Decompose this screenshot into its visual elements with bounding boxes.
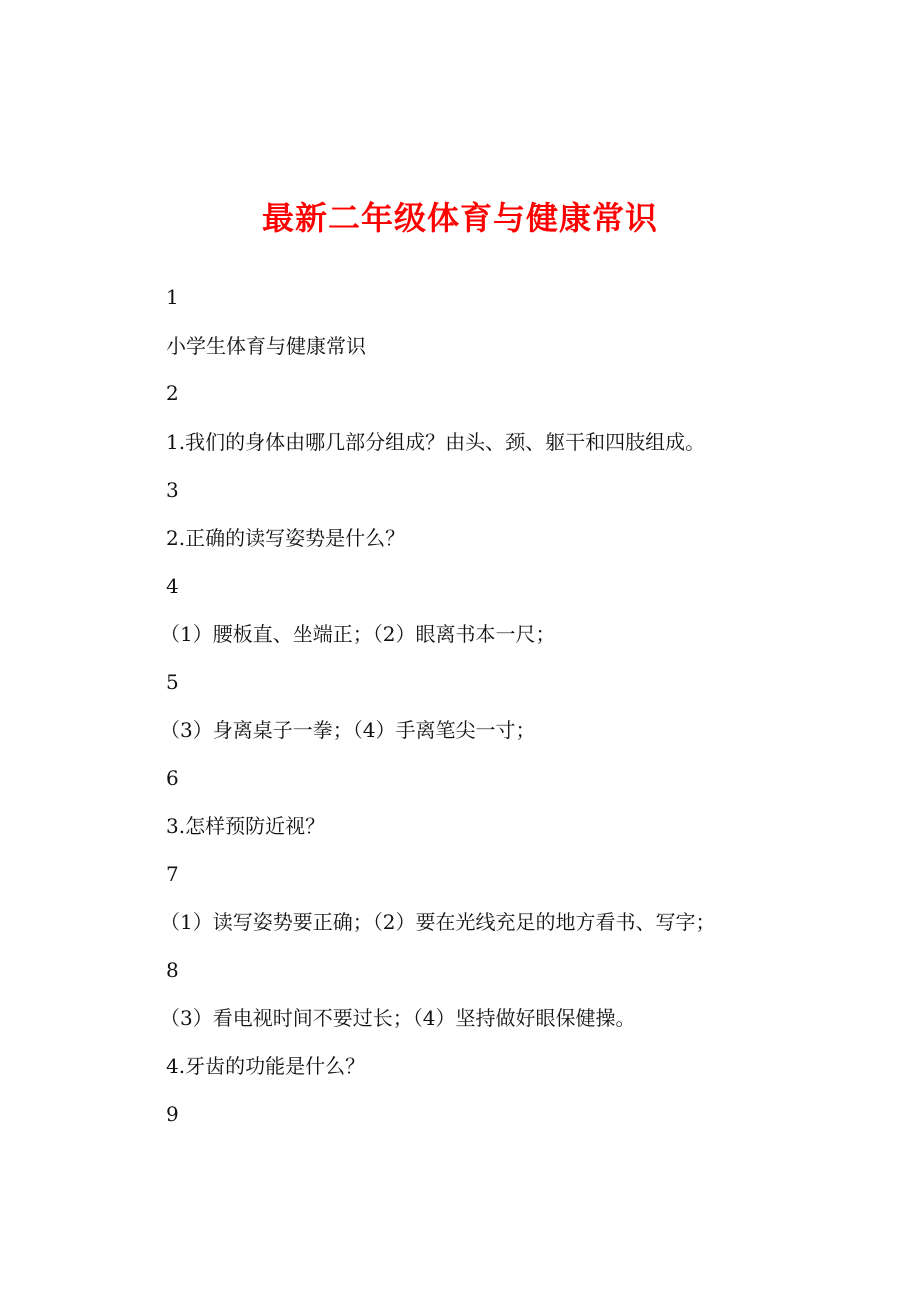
line-number: 9 [166,1102,179,1126]
subtitle-line: 小学生体育与健康常识 [166,334,366,358]
answer-line: （3）看电视时间不要过长；（4）坚持做好眼保健操。 [160,1006,636,1030]
question-line: 3.怎样预防近视？ [166,814,326,838]
line-number: 3 [166,478,179,502]
answer-line: （1）读写姿势要正确；（2）要在光线充足的地方看书、写字； [160,910,716,934]
line-number: 6 [166,766,179,790]
line-number: 7 [166,862,179,886]
answer-line: （3）身离桌子一拳；（4）手离笔尖一寸； [160,718,536,742]
answer-line: （1）腰板直、坐端正；（2）眼离书本一尺； [160,622,556,646]
question-line: 1.我们的身体由哪几部分组成？由头、颈、躯干和四肢组成。 [166,430,706,454]
line-number: 4 [166,574,179,598]
line-number: 2 [166,381,179,405]
line-number: 8 [166,958,179,982]
document-title: 最新二年级体育与健康常识 [261,199,658,237]
line-number: 1 [166,285,179,309]
question-line: 2.正确的读写姿势是什么？ [166,526,406,550]
question-line: 4.牙齿的功能是什么？ [166,1054,366,1078]
line-number: 5 [166,670,179,694]
